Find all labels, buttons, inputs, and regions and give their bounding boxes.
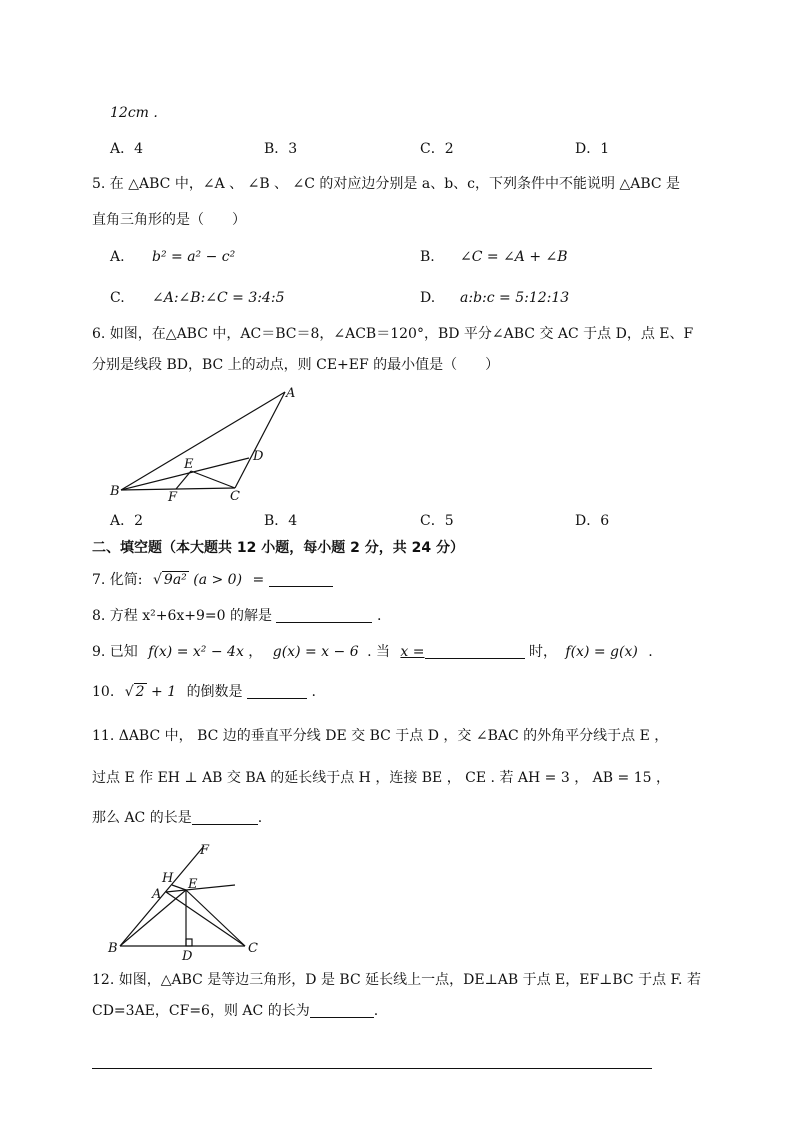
q11-segment-eh bbox=[172, 885, 186, 890]
q8-answer-blank[interactable] bbox=[276, 606, 372, 623]
q7-equals: = bbox=[252, 572, 265, 588]
q5-c-expr: ∠A:∠B:∠C = 3:4:5 bbox=[152, 290, 285, 306]
q10-num: 10. bbox=[92, 684, 115, 700]
q10-line bbox=[92, 682, 316, 702]
q11-stem-line1: 11. ΔABC 中， BC 边的垂直平分线 DE 交 BC 于点 D ，交 ∠BAC 的外角平分线于点 E ， bbox=[92, 728, 669, 744]
q11-side-ac bbox=[166, 892, 245, 946]
q7-radical: √ 9a² bbox=[152, 572, 187, 588]
q6-segment-ec bbox=[191, 471, 235, 488]
q6-choice-c: C．5 bbox=[420, 513, 454, 529]
q12-answer-blank[interactable] bbox=[310, 1001, 374, 1018]
q7-condition: (a > 0) bbox=[193, 572, 243, 588]
q5-d-label: D. bbox=[420, 290, 436, 306]
q9-g-expr: g(x) = x − 6 bbox=[272, 644, 359, 660]
q7-prefix: 7. 化简: bbox=[92, 572, 143, 588]
q6-triangle-figure bbox=[100, 380, 310, 505]
q11-stem-line3 bbox=[92, 808, 262, 828]
q7-line bbox=[92, 570, 333, 590]
q6-label-a: A bbox=[286, 386, 296, 401]
q9-end: . bbox=[648, 644, 653, 660]
q9-x-eq: x = bbox=[400, 644, 425, 660]
q5-a-expr: b² = a² − c² bbox=[152, 249, 236, 265]
q6-label-f: F bbox=[168, 490, 178, 505]
q11-label-d: D bbox=[182, 949, 193, 964]
q6-side-bc bbox=[121, 488, 235, 490]
q8-end: . bbox=[376, 608, 382, 624]
q6-choice-a: A．2 bbox=[110, 513, 144, 529]
q11-answer-blank[interactable] bbox=[192, 808, 258, 825]
q4-choice-b: B．3 bbox=[264, 141, 298, 157]
q9-prefix: 9. 已知 bbox=[92, 644, 138, 660]
q11-stem-line2: 过点 E 作 EH ⊥ AB 交 BA 的延长线于点 H ，连接 BE ， CE . 若 AH = 3 ， AB = 15 ， bbox=[92, 770, 670, 786]
q6-stem-line1: 6. 如图，在△ABC 中，AC＝BC＝8，∠ACB＝120°，BD 平分∠ABC 交 AC 于点 D，点 E、F bbox=[92, 326, 694, 342]
q6-stem-line2: 分别是线段 BD，BC 上的动点，则 CE+EF 的最小值是（ ） bbox=[92, 357, 500, 373]
q11-geometry-figure bbox=[100, 838, 280, 968]
q11-end: . bbox=[257, 810, 263, 826]
q10-end: . bbox=[311, 684, 316, 700]
q12-stem-line1: 12. 如图，△ABC 是等边三角形，D 是 BC 延长线上一点，DE⊥AB 于点 E，EF⊥BC 于点 F. 若 bbox=[92, 972, 701, 988]
q11-label-h: H bbox=[162, 871, 174, 886]
q12-end: . bbox=[373, 1003, 379, 1019]
q9-line bbox=[92, 642, 653, 662]
q11-segment-ce bbox=[186, 890, 245, 946]
q10-radical: √ 2 bbox=[124, 684, 145, 700]
q5-b-label: B. bbox=[420, 249, 435, 265]
q12-line2-text: CD=3AE，CF=6，则 AC 的长为 bbox=[92, 1003, 310, 1019]
q5-c-label: C. bbox=[110, 290, 125, 306]
q11-line-bf bbox=[120, 846, 204, 946]
q8-line bbox=[92, 606, 381, 626]
q6-segment-ef bbox=[176, 471, 191, 489]
prev-question-tail: 12cm . bbox=[110, 105, 158, 121]
q9-fg-expr: f(x) = g(x) bbox=[565, 644, 638, 660]
q11-label-c: C bbox=[248, 941, 258, 956]
q11-label-a: A bbox=[152, 887, 162, 902]
q6-label-d: D bbox=[253, 449, 264, 464]
q12-stem-line2 bbox=[92, 1001, 378, 1021]
q11-label-e: E bbox=[188, 877, 198, 892]
q5-stem-line2: 直角三角形的是（ ） bbox=[92, 212, 246, 228]
q5-b-expr: ∠C = ∠A + ∠B bbox=[460, 249, 568, 265]
q4-choice-d: D．1 bbox=[575, 141, 610, 157]
q5-a-label: A. bbox=[110, 249, 125, 265]
q7-answer-blank[interactable] bbox=[269, 570, 333, 587]
q4-choice-a: A．4 bbox=[110, 141, 144, 157]
q6-label-b: B bbox=[110, 484, 120, 499]
q9-when: . 当 bbox=[367, 644, 390, 660]
q9-f-expr: f(x) = x² − 4x bbox=[148, 644, 244, 660]
q10-text: 的倒数是 bbox=[186, 684, 243, 700]
q10-plus: + 1 bbox=[151, 684, 177, 700]
q5-d-expr: a:b:c = 5:12:13 bbox=[460, 290, 570, 306]
q11-right-angle-mark bbox=[186, 939, 192, 946]
q8-text: 8. 方程 x²+6x+9=0 的解是 bbox=[92, 608, 273, 624]
q5-stem-line1: 5. 在 △ABC 中，∠A 、 ∠B 、 ∠C 的对应边分别是 a、b、c，下列条件中不能说明 △ABC 是 bbox=[92, 176, 681, 192]
q6-label-c: C bbox=[230, 489, 240, 504]
page-bottom-rule bbox=[92, 1068, 652, 1069]
q6-choice-b: B．4 bbox=[264, 513, 298, 529]
q11-label-b: B bbox=[108, 941, 118, 956]
q11-label-f: F bbox=[200, 843, 210, 858]
q11-line3-text: 那么 AC 的长是 bbox=[92, 810, 192, 826]
q9-shi: 时， bbox=[528, 644, 557, 660]
q6-choice-d: D．6 bbox=[575, 513, 610, 529]
q4-choice-c: C．2 bbox=[420, 141, 454, 157]
q9-answer-blank[interactable] bbox=[425, 642, 525, 659]
q6-label-e: E bbox=[184, 457, 194, 472]
q9-sep: ， bbox=[248, 644, 263, 660]
q10-answer-blank[interactable] bbox=[247, 682, 307, 699]
section-2-heading: 二、填空题（本大题共 12 小题，每小题 2 分，共 24 分） bbox=[92, 540, 464, 556]
